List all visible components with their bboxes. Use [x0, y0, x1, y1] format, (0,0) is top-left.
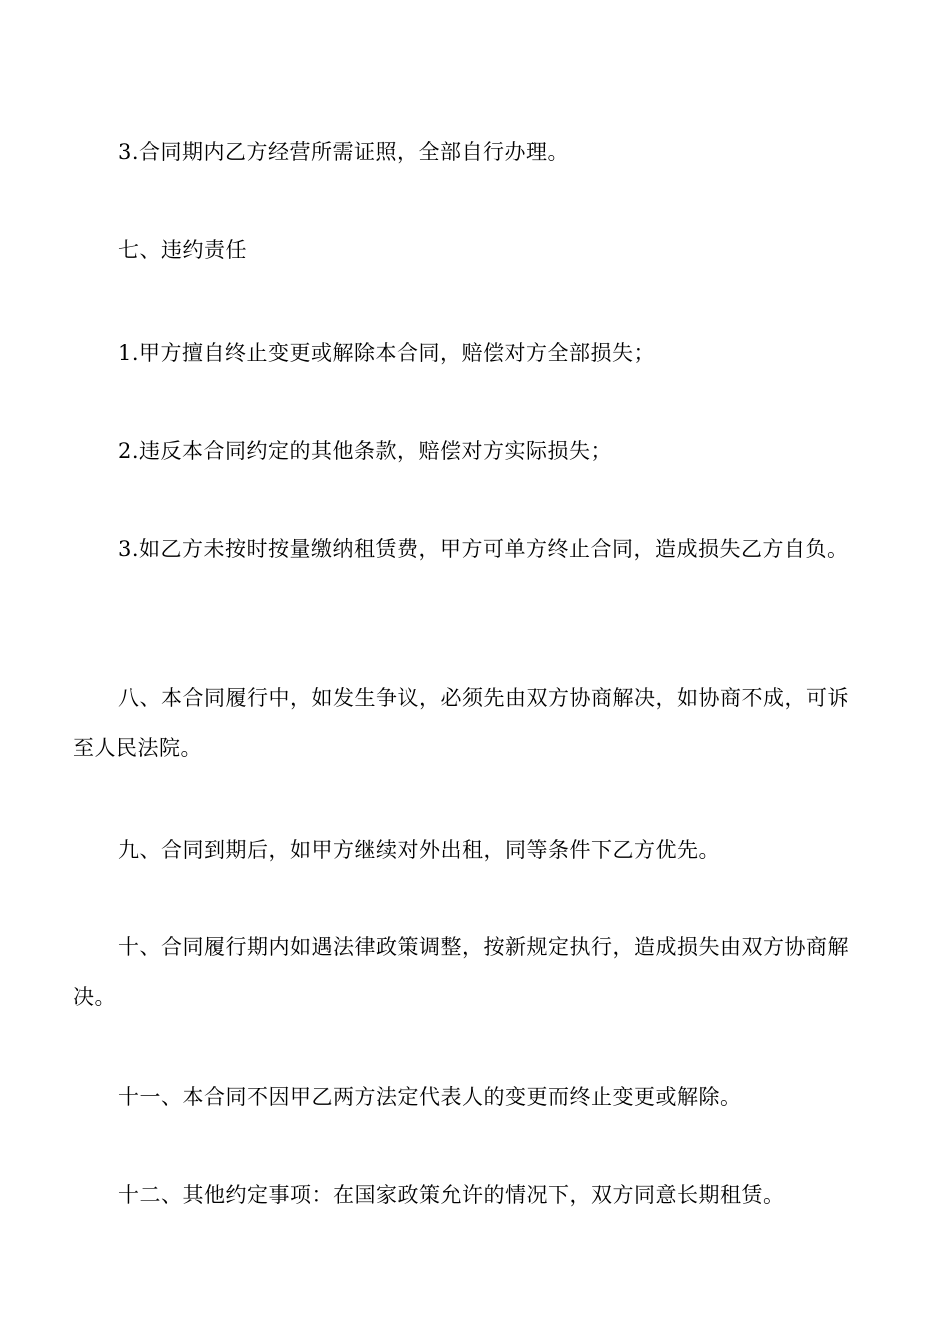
section-12: 十二、其他约定事项：在国家政策允许的情况下，双方同意长期租赁。	[118, 1183, 785, 1207]
clause-7-3: 3.如乙方未按时按量缴纳租赁费，甲方可单方终止合同，造成损失乙方自负。	[118, 537, 849, 561]
clause-6-3: 3.合同期内乙方经营所需证照，全部自行办理。	[118, 140, 570, 164]
section-8-line-2: 至人民法院。	[73, 736, 202, 760]
section-11: 十一、本合同不因甲乙两方法定代表人的变更而终止变更或解除。	[118, 1085, 742, 1109]
section-10-line-2: 决。	[73, 985, 116, 1009]
section-7-heading: 七、违约责任	[118, 238, 247, 262]
section-8-line-1: 八、本合同履行中，如发生争议，必须先由双方协商解决，如协商不成，可诉	[118, 686, 849, 710]
section-9: 九、合同到期后，如甲方继续对外出租，同等条件下乙方优先。	[118, 838, 720, 862]
section-10-line-1: 十、合同履行期内如遇法律政策调整，按新规定执行，造成损失由双方协商解	[118, 935, 849, 959]
clause-7-2: 2.违反本合同约定的其他条款，赔偿对方实际损失；	[118, 439, 613, 463]
clause-7-1: 1.甲方擅自终止变更或解除本合同，赔偿对方全部损失；	[118, 341, 656, 365]
